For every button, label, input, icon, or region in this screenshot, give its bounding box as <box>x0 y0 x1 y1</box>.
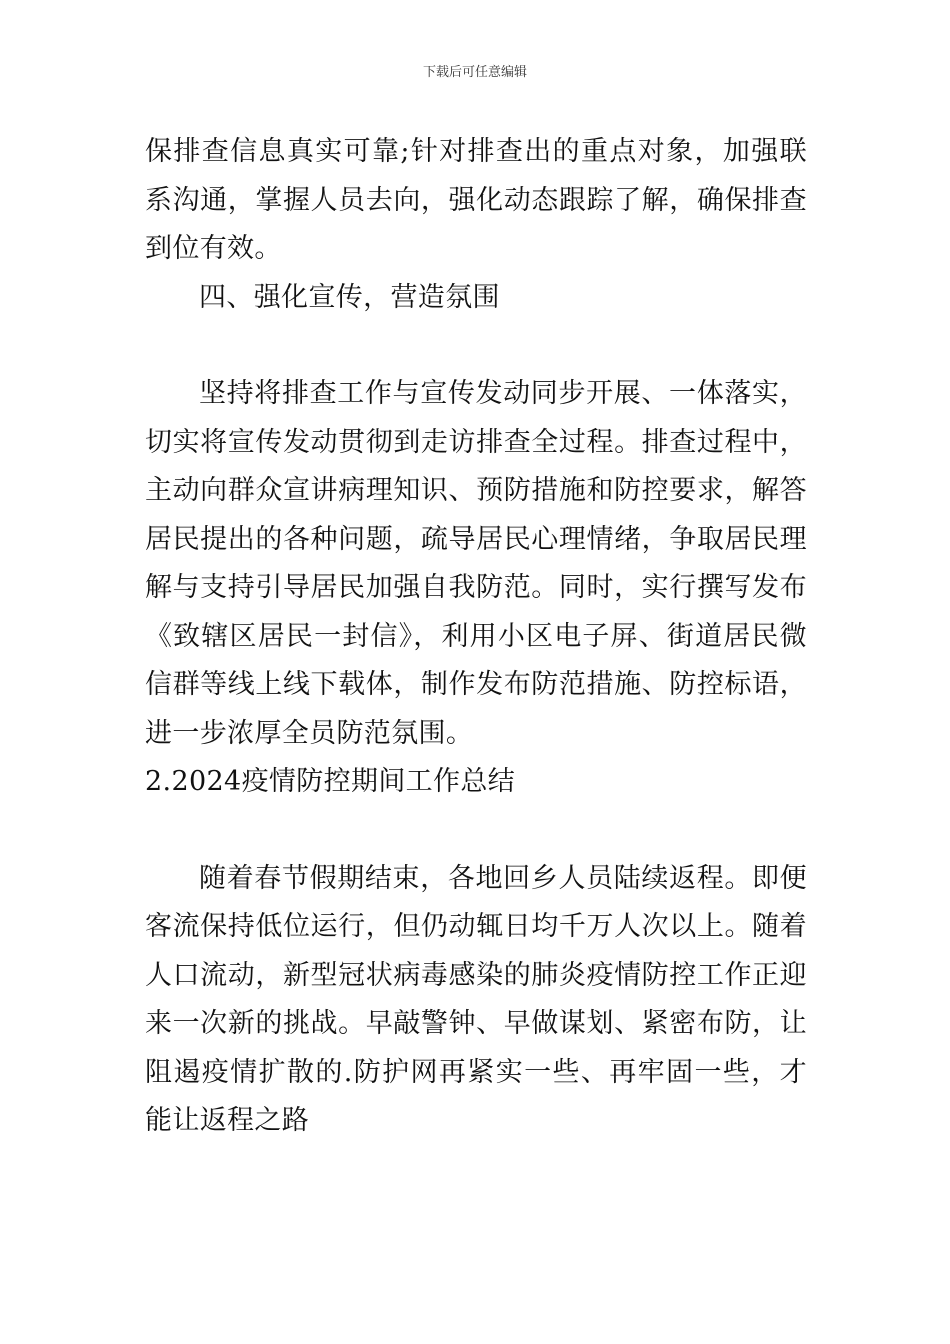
paragraph-verification: 保排查信息真实可靠;针对排查出的重点对象，加强联系沟通，掌握人员去向，强化动态跟踪了解，确保排查到位有效。 <box>145 136 807 264</box>
paragraph-return-travel: 随着春节假期结束，各地回乡人员陆续返程。即便客流保持低位运行，但仍动辄日均千万人次以上。随着人口流动，新型冠状病毒感染的肺炎疫情防控工作正迎来一次新的挑战。早敲警钟、早做谋划、紧密布防，让阻遏疫情扩散的.防护网再紧实一些、再牢固一些，才能让返程之路 <box>145 862 807 1136</box>
section-heading-publicity: 四、强化宣传，营造氛围 <box>199 281 500 313</box>
page-header-note: 下载后可任意编辑 <box>422 65 527 80</box>
document-body <box>145 128 807 1146</box>
article-title-summary: 2.2024疫情防控期间工作总结 <box>145 766 516 797</box>
paragraph-publicity: 坚持将排查工作与宣传发动同步开展、一体落实，切实将宣传发动贯彻到走访排查全过程。排查过程中，主动向群众宣讲病理知识、预防措施和防控要求，解答居民提出的各种问题，疏导居民心理情绪，争取居民理解与支持引导居民加强自我防范。同时，实行撰写发布《致辖区居民一封信》，利用小区电子屏、街道居民微信群等线上线下载体，制作发布防范措施、防控标语，进一步浓厚全员防范氛围。 <box>145 378 807 749</box>
